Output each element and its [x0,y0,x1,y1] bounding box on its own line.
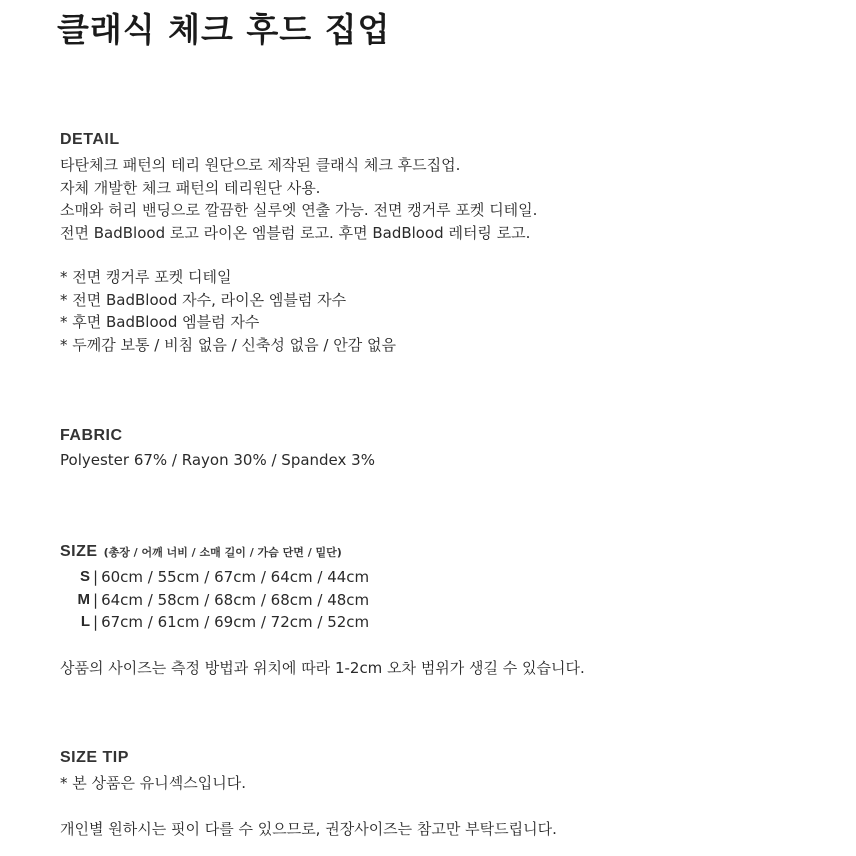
detail-bullets [60,266,396,356]
size-values: 64cm / 58cm / 68cm / 68cm / 48cm [101,590,370,609]
size-tip-note: 개인별 원하시는 핏이 다를 수 있으므로, 권장사이즈는 참고만 부탁드립니다. [60,820,557,838]
detail-line: 타탄체크 패턴의 테리 원단으로 제작된 클래식 체크 후드집업. [60,156,461,174]
size-values: 60cm / 55cm / 67cm / 64cm / 44cm [101,568,370,586]
size-values: 67cm / 61cm / 69cm / 72cm / 52cm [101,613,370,631]
detail-bullet: * 전면 BadBlood 자수, 라이온 엠블럼 자수 [60,290,347,309]
size-measure-note: (총장 / 어깨 너비 / 소매 길이 / 가슴 단면 / 밑단) [103,546,342,559]
size-heading-label: SIZE [60,543,98,560]
detail-description [60,154,537,244]
detail-heading: DETAIL [60,131,120,148]
size-row [60,589,369,612]
size-table [60,566,369,634]
size-disclaimer: 상품의 사이즈는 측정 방법과 위치에 따라 1-2cm 오차 범위가 생길 수 있습니다. [60,659,585,677]
product-title: 클래식 체크 후드 집업 [57,10,391,49]
detail-bullet: * 두께감 보통 / 비침 없음 / 신축성 없음 / 안감 없음 [60,335,396,354]
size-separator: | [93,568,99,586]
detail-line: 소매와 허리 밴딩으로 깔끔한 실루엣 연출 가능. 전면 캥거루 포켓 디테일. [60,201,538,219]
size-heading [60,543,342,561]
size-row [60,566,369,589]
fabric-heading: FABRIC [60,427,123,444]
size-label: S [79,568,90,585]
size-separator: | [93,590,99,609]
size-label: L [80,613,90,630]
fabric-composition: Polyester 67% / Rayon 30% / Spandex 3% [60,451,375,469]
size-separator: | [93,613,99,631]
size-tip-heading: SIZE TIP [60,749,129,766]
detail-line: 자체 개발한 체크 패턴의 테리원단 사용. [60,178,321,197]
detail-bullet: * 후면 BadBlood 엠블럼 자수 [60,313,260,331]
detail-line: 전면 BadBlood 로고 라이온 엠블럼 로고. 후면 BadBlood 레터링 로고. [60,223,531,242]
detail-bullet: * 전면 캥거루 포켓 디테일 [60,268,232,286]
size-row [60,611,369,634]
size-label: M [77,590,90,608]
size-tip-bullet: * 본 상품은 유니섹스입니다. [60,774,246,792]
